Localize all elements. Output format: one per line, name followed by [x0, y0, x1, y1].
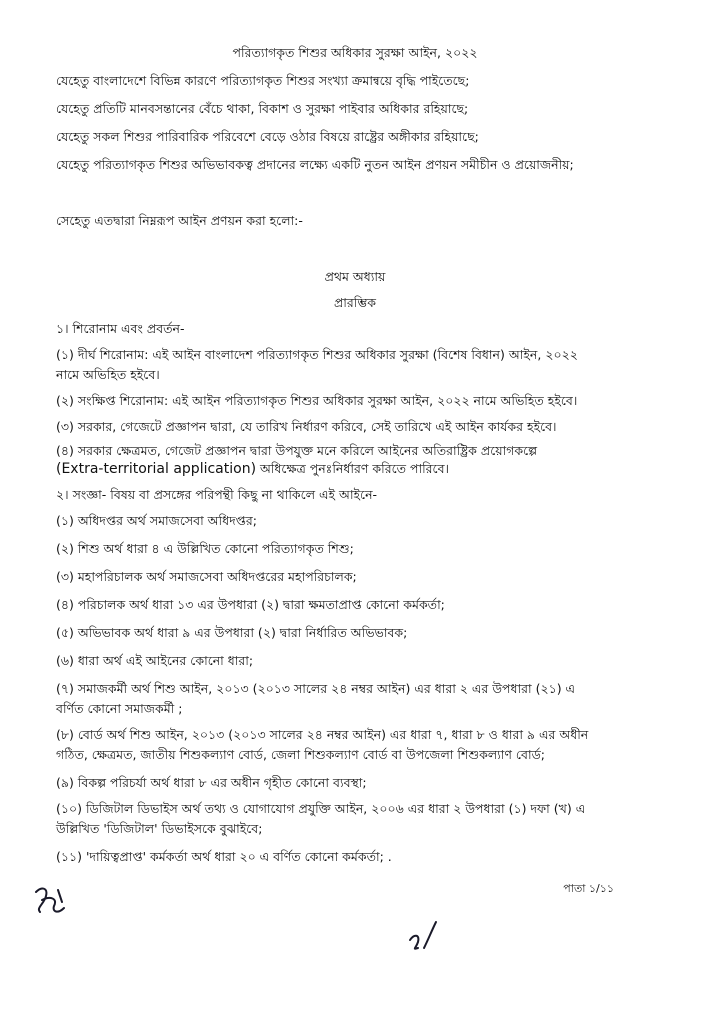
- definition-10-line-2: উল্লিখিত 'ডিজিটাল' ডিভাইসকে বুঝাইবে;: [56, 821, 263, 836]
- initials-signature-left: [28, 882, 84, 922]
- section-1-1-line-2: নামে অভিহিত হইবে।: [56, 367, 160, 382]
- preamble-clause-1: যেহেতু বাংলাদেশে বিভিন্ন কারণে পরিত্যাগকৃত শিশুর সংখ্যা ক্রমান্বয়ে বৃদ্ধি পাইতেছে;: [56, 73, 470, 88]
- definition-3: (৩) মহাপরিচালক অর্থ সমাজসেবা অধিদপ্তরের মহাপরিচালক;: [56, 569, 357, 584]
- page-number: পাতা ১/১১: [563, 882, 614, 895]
- definition-11: (১১) 'দায়িত্বপ্রাপ্ত' কর্মকর্তা অর্থ ধারা ২০ এ বর্ণিত কোনো কর্মকর্তা; .: [56, 849, 392, 864]
- section-1-3: (৩) সরকার, গেজেটে প্রজ্ঞাপন দ্বারা, যে তারিখ নির্ধারণ করিবে, সেই তারিখে এই আইন কার্যকর হইবে।: [56, 419, 557, 434]
- section-1-4-line-2: [56, 460, 449, 478]
- definition-8-line-1: (৮) বোর্ড অর্থ শিশু আইন, ২০১৩ (২০১৩ সালের ২৪ নম্বর আইন) এর ধারা ৭, ধারা ৮ ও ধারা ৯ এর অধীন: [56, 727, 589, 742]
- section-1-heading: ১। শিরোনাম এবং প্রবর্তন-: [56, 321, 185, 336]
- definition-6: (৬) ধারা অর্থ এই আইনের কোনো ধারা;: [56, 653, 254, 668]
- definition-7-line-2: বর্ণিত কোনো সমাজকর্মী ;: [56, 701, 183, 716]
- chapter-heading: প্রথম অধ্যায়: [324, 269, 386, 284]
- definition-1: (১) অধিদপ্তর অর্থ সমাজসেবা অধিদপ্তর;: [56, 513, 258, 528]
- section-1-4-line-1: (৪) সরকার ক্ষেত্রমত, গেজেট প্রজ্ঞাপন দ্বারা উপযুক্ত মনে করিলে আইনের অতিরাষ্ট্রিক প্রয়োগকল্পে: [56, 443, 538, 458]
- chapter-title: প্রারম্ভিক: [333, 295, 377, 310]
- section-2-heading: ২। সংজ্ঞা- বিষয় বা প্রসঙ্গের পরিপন্থী কিছু না থাকিলে এই আইনে-: [56, 487, 378, 502]
- section-1-4-rest: অধিক্ষেত্র পুনঃনির্ধারণ করিতে পারিবে।: [256, 461, 450, 476]
- definition-5: (৫) অভিভাবক অর্থ ধারা ৯ এর উপধারা (২) দ্বারা নির্ধারিত অভিভাবক;: [56, 625, 408, 640]
- section-1-1-line-1: (১) দীর্ঘ শিরোনাম: এই আইন বাংলাদেশ পরিত্যাগকৃত শিশুর অধিকার সুরক্ষা (বিশেষ বিধান) আইন, ২০২২: [56, 347, 578, 362]
- latin-term: (Extra-territorial application): [56, 461, 257, 477]
- definition-4: (৪) পরিচালক অর্থ ধারা ১৩ এর উপধারা (২) দ্বারা ক্ষমতাপ্রাপ্ত কোনো কর্মকর্তা;: [56, 597, 445, 612]
- definition-10-line-1: (১০) ডিজিটাল ডিভাইস অর্থ তথ্য ও যোগাযোগ প্রযুক্তি আইন, ২০০৬ এর ধারা ২ উপধারা (১) দফা (খ) এ: [56, 801, 586, 816]
- preamble-clause-2: যেহেতু প্রতিটি মানবসন্তানের বেঁচে থাকা, বিকাশ ও সুরক্ষা পাইবার অধিকার রহিয়াছে;: [56, 101, 469, 116]
- preamble-clause-3: যেহেতু সকল শিশুর পারিবারিক পরিবেশে বেড়ে ওঠার বিষয়ে রাষ্ট্রের অঙ্গীকার রহিয়াছে;: [56, 129, 479, 144]
- definition-7-line-1: (৭) সমাজকর্মী অর্থ শিশু আইন, ২০১৩ (২০১৩ সালের ২৪ নম্বর আইন) এর ধারা ২ এর উপধারা (২১) এ: [56, 681, 576, 696]
- enactment-clause: সেহেতু এতদ্বারা নিম্নরূপ আইন প্রণয়ন করা হলো:-: [56, 213, 303, 228]
- document-title: পরিত্যাগকৃত শিশুর অধিকার সুরক্ষা আইন, ২০২২: [232, 45, 478, 60]
- definition-9: (৯) বিকল্প পরিচর্যা অর্থ ধারা ৮ এর অধীন গৃহীত কোনো ব্যবস্থা;: [56, 775, 367, 790]
- definition-2: (২) শিশু অর্থ ধারা ৪ এ উল্লিখিত কোনো পরিত্যাগকৃত শিশু;: [56, 541, 354, 556]
- initials-signature-right: [404, 918, 444, 958]
- section-1-2: (২) সংক্ষিপ্ত শিরোনাম: এই আইন পরিত্যাগকৃত শিশুর অধিকার সুরক্ষা আইন, ২০২২ নামে অভিহিত হইবে।: [56, 393, 578, 408]
- definition-8-line-2: গঠিত, ক্ষেত্রমত, জাতীয় শিশুকল্যাণ বোর্ড, জেলা শিশুকল্যাণ বোর্ড বা উপজেলা শিশুকল্যাণ বোর্ড;: [56, 747, 546, 762]
- preamble-clause-4: যেহেতু পরিত্যাগকৃত শিশুর অভিভাবকত্ব প্রদানের লক্ষ্যে একটি নুতন আইন প্রণয়ন সমীচীন ও প্রয়োজনীয়;: [56, 157, 574, 172]
